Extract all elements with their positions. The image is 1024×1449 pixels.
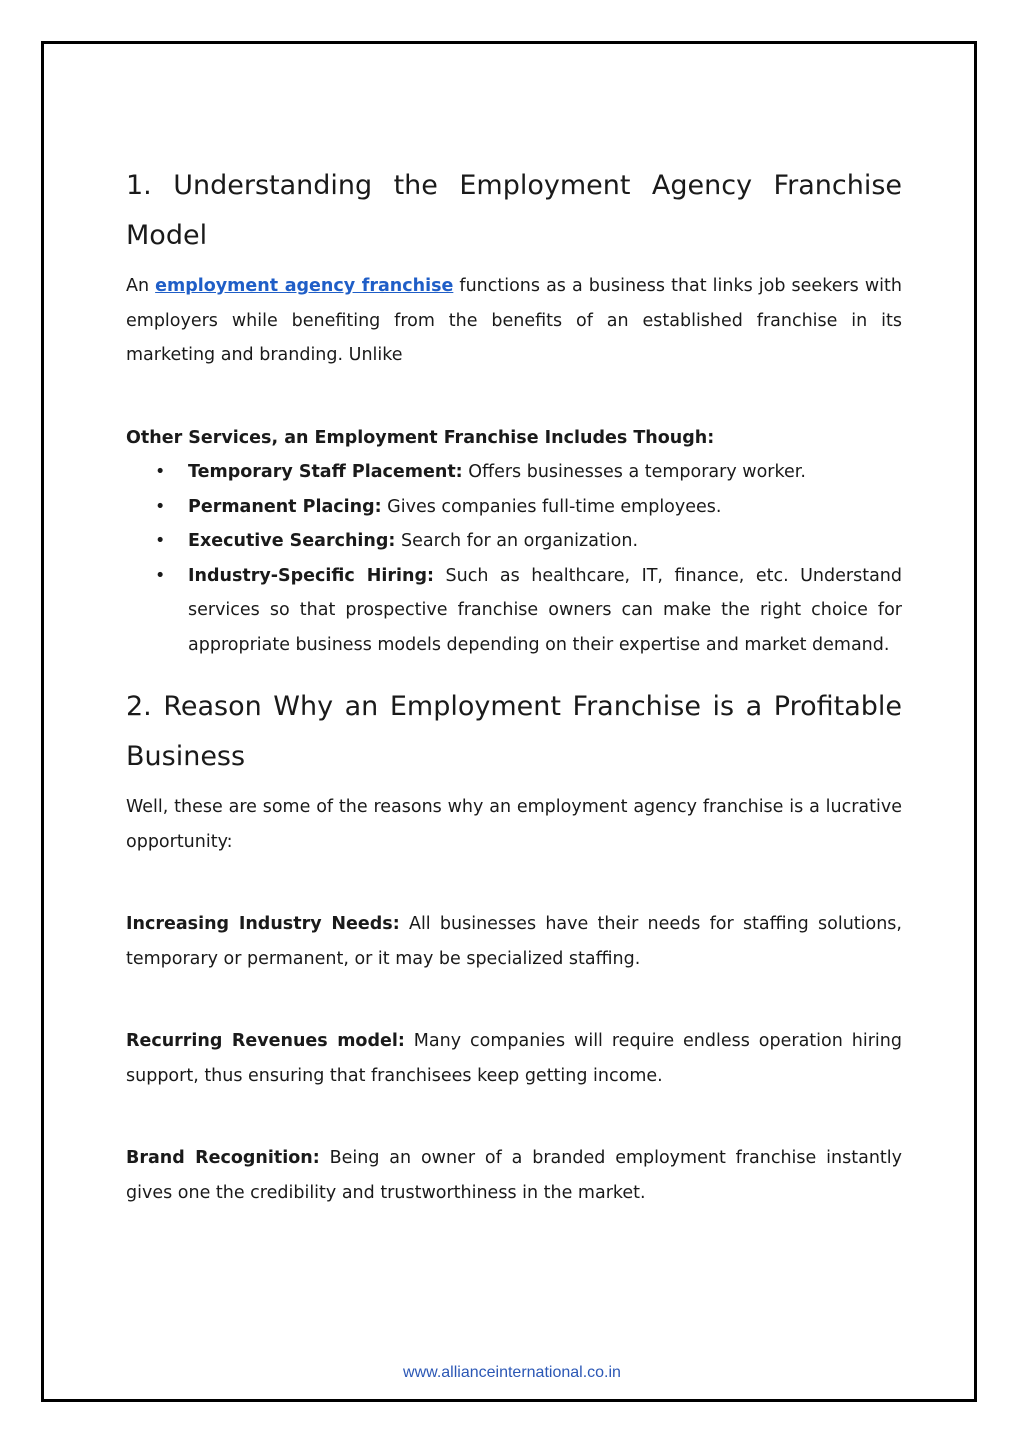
reason-text: Being an owner of a branded employment franchise instantly gives one the credibility and trustworthiness in the market. — [126, 1148, 902, 1203]
service-text: Such as healthcare, IT, finance, etc. Understand services so that prospective franchise owners can make the right choice for appropriate business models depending on their expertise and market demand. — [188, 565, 902, 655]
service-text: Offers businesses a temporary worker. — [462, 462, 806, 482]
list-item — [155, 524, 902, 559]
footer-url[interactable]: www.allianceinternational.co.in — [403, 1364, 621, 1381]
section-1-heading: 1. Understanding the Employment Agency Franchise Model — [126, 170, 902, 251]
employment-agency-franchise-link[interactable]: employment agency franchise — [155, 276, 454, 296]
bullet-icon: • — [155, 496, 166, 517]
page-frame — [41, 41, 977, 1402]
list-item — [155, 490, 902, 525]
list-item — [155, 455, 902, 490]
section-2-intro: Well, these are some of the reasons why an employment agency franchise is a lucrative opportunity: — [126, 797, 902, 852]
reason-paragraph — [126, 1024, 902, 1093]
service-label: Executive Searching: — [188, 531, 396, 551]
reason-text: Many companies will require endless operation hiring support, thus ensuring that franchisees keep getting income. — [126, 1031, 902, 1086]
reason-paragraph — [126, 907, 902, 976]
document-body — [126, 161, 902, 1210]
intro-prefix: An — [126, 276, 156, 296]
section-2-heading: 2. Reason Why an Employment Franchise is a Profitable Business — [126, 691, 902, 772]
section-1-intro — [126, 269, 902, 373]
services-list — [126, 455, 902, 662]
bullet-icon: • — [155, 462, 166, 482]
service-text: Gives companies full-time employees. — [381, 496, 722, 517]
section-2 — [126, 682, 902, 1210]
reason-paragraph — [126, 1141, 902, 1210]
service-label: Industry-Specific Hiring: — [188, 565, 435, 586]
service-text: Search for an organization. — [395, 531, 639, 551]
services-heading: Other Services, an Employment Franchise Includes Though: — [126, 427, 715, 448]
list-item — [155, 559, 902, 663]
reason-label: Increasing Industry Needs: — [126, 914, 400, 934]
bullet-icon: • — [155, 531, 166, 551]
reason-text: All businesses have their needs for staffing solutions, temporary or permanent, or it may be specialized staffing. — [126, 914, 902, 969]
reason-label: Brand Recognition: — [126, 1148, 320, 1168]
reason-label: Recurring Revenues model: — [126, 1031, 405, 1051]
service-label: Temporary Staff Placement: — [188, 462, 463, 482]
service-label: Permanent Placing: — [188, 496, 382, 517]
bullet-icon: • — [155, 565, 166, 586]
intro-suffix: functions as a business that links job seekers with employers while benefiting from the benefits of an established franchise in its marketing and branding. Unlike — [126, 276, 902, 365]
